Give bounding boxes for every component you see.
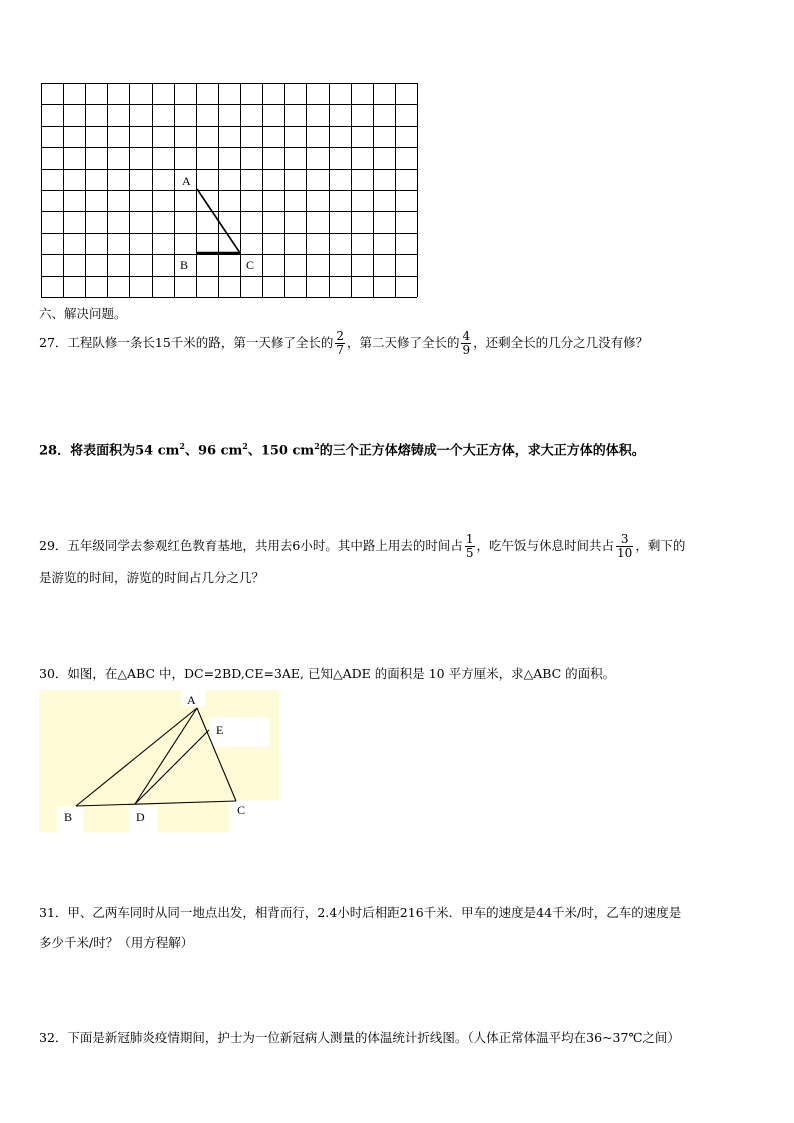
fraction-numerator: 2 [336,329,344,343]
question-29-text3: ，剩下的 [635,538,686,553]
fraction-denominator: 7 [336,343,344,357]
grid-svg [40,82,420,300]
triangle-label-e: E [216,723,224,737]
question-31-line1: 甲、乙两车同时从同一地点出发，相背而行，2.4小时后相距216千米．甲车的速度是44千米/时，乙车的速度是 [67,905,682,920]
point-c-label: C [246,258,255,272]
segment-de [135,730,209,804]
side-bc [76,801,236,806]
question-28-text2: 、96 cm [184,443,243,459]
grid-figure [40,82,420,300]
segment-ad [135,708,197,804]
question-28 [39,437,645,460]
superscript: 2 [314,441,320,451]
question-29 [39,533,685,560]
question-29-text1: 五年级同学去参观红色教育基地，共用去6小时。其中路上用去的时间占 [67,538,463,553]
question-29-number: 29． [39,538,68,553]
point-a-label: A [182,174,191,188]
triangle-label-c: C [237,803,246,817]
question-27-text3: ，还剩全长的几分之几没有修？ [473,335,649,350]
triangle-label-b: B [64,810,73,824]
question-28-text1: 将表面积为54 cm [70,443,180,459]
triangle-figure [39,690,279,832]
question-31-number: 31． [39,905,68,920]
question-32-number: 32． [39,1030,68,1045]
question-27-text2: ，第二天修了全长的 [346,335,460,350]
question-27 [39,330,648,357]
question-30 [39,665,615,683]
fraction-numerator: 4 [462,329,471,343]
question-28-text4: 的三个正方体熔铸成一个大正方体，求大正方体的体积。 [319,443,645,459]
fraction-numerator: 3 [616,533,633,547]
question-32-text: 下面是新冠肺炎疫情期间，护士为一位新冠病人测量的体温统计折线图。（人体正常体温平均在36~37℃之间） [67,1030,680,1045]
point-b-label: B [180,258,189,272]
fraction-denominator: 10 [617,546,633,560]
fraction-2-7 [335,330,345,357]
superscript: 2 [179,441,185,451]
triangle-label-d: D [136,810,145,824]
question-28-number: 28． [39,443,71,459]
question-29-text2: ，吃午饭与休息时间共占 [476,538,615,553]
question-31 [39,904,681,922]
question-27-text1: 工程队修一条长15千米的路，第一天修了全长的 [67,335,334,350]
fraction-4-9 [461,330,471,357]
side-ab [76,708,197,806]
question-27-number: 27． [39,335,68,350]
question-32 [39,1029,680,1047]
fraction-denominator: 9 [462,343,471,357]
question-30-text: 如图，在△ABC 中，DC=2BD,CE=3AE, 已知△ADE 的面积是 10 平方厘米，求△ABC 的面积。 [67,666,616,681]
question-31-line2: 多少千米/时？（用方程解） [39,935,194,950]
fraction-1-5 [465,533,475,560]
section-title: 六、解决问题。 [39,306,127,321]
triangle-label-a: A [187,693,196,707]
fraction-numerator: 1 [465,532,474,546]
question-29-line2: 是游览的时间，游览的时间占几分之几？ [39,570,265,585]
question-30-number: 30． [39,666,68,681]
fraction-denominator: 5 [465,546,474,560]
fraction-3-10 [616,533,633,560]
superscript: 2 [242,441,248,451]
question-28-text3: 、150 cm [247,443,315,459]
